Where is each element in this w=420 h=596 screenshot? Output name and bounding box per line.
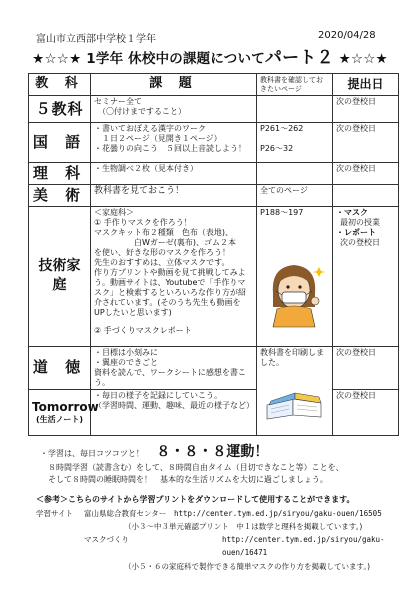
table-header-row xyxy=(29,74,399,96)
subject-label: 技術家庭 xyxy=(38,257,81,294)
header-subject: 教 科 xyxy=(29,74,91,96)
books-illustration xyxy=(263,385,325,419)
site-link[interactable]: http://center.tym.ed.jp/siryou/gaku-ouen/16505 xyxy=(174,509,382,518)
header-task: 課 題 xyxy=(91,74,257,96)
page-title xyxy=(0,43,420,68)
task-line: ・毎日の様子を記録にしていこう。 xyxy=(94,390,222,400)
deadline-cell: 次の登校日 xyxy=(333,389,399,435)
task-cell xyxy=(91,206,257,346)
task-line: UPしたいと思います) xyxy=(94,307,172,317)
site-link[interactable]: http://center.tym.ed.jp/siryou/gaku-ouen/16471 xyxy=(222,535,385,558)
deadline-item: ・マスク xyxy=(336,207,368,217)
deadline-cell xyxy=(333,184,399,206)
deadline-cell: 次の登校日 xyxy=(333,346,399,389)
task-line: う。動画サイトは、Youtubeで「手作りマ xyxy=(94,277,246,287)
deadline-cell: 次の登校日 xyxy=(333,163,399,185)
task-cell xyxy=(91,123,257,163)
task-line: 教科書を見ておこう！ xyxy=(94,185,185,196)
task-line: セミナー全て xyxy=(94,97,142,106)
title-stars-left: ★☆☆★ xyxy=(32,51,82,67)
task-line: ＜家庭科＞ xyxy=(94,207,134,217)
task-cell xyxy=(91,346,257,389)
task-line: ② 手づくりマスクレポート xyxy=(94,325,192,335)
site-row xyxy=(36,533,404,559)
subject-sub-label: (生活ノート) xyxy=(35,414,84,424)
task-line: （学習時間、運動、趣味、最近の様子など） xyxy=(94,400,254,410)
task-line: 作り方プリントや動画を見て挑戦してみよ xyxy=(94,267,246,277)
table-row xyxy=(29,346,399,389)
advice-line-2: ８時間学習（読書含む）をして、８時間自由タイム（目切できなこと等）ことを、 xyxy=(48,463,344,473)
site-name: 富山県総合教育センター xyxy=(84,509,167,518)
table-row xyxy=(29,206,399,346)
subject-cell: 国 語 xyxy=(29,123,91,163)
table-row xyxy=(29,389,399,435)
school-name: 富山市立西部中学校１学年 xyxy=(36,34,156,45)
document-date: 2020/04/28 xyxy=(318,30,376,41)
table-row xyxy=(29,163,399,185)
deadline-cell xyxy=(333,206,399,346)
subject-cell: 理 科 xyxy=(29,163,91,185)
advice-line-3: そして８時間の睡眠時間を！ 基本的な生活リズムを大切に過ごしましょう。 xyxy=(48,474,328,484)
title-stars-right: ★☆☆★ xyxy=(338,51,388,67)
task-line: ・花曇りの向こう ５回以上音読しよう！ xyxy=(94,144,246,153)
title-part: パート２ xyxy=(264,48,334,68)
task-cell xyxy=(91,184,257,206)
subject-cell: 道 徳 xyxy=(29,346,91,389)
study-advice xyxy=(40,442,410,485)
pages-cell: P261～262 P26～32 xyxy=(257,123,333,163)
task-line: ・書いておぼえる漢字のワーク xyxy=(94,124,206,133)
task-line: 先生のおすすめは、立体マスクです。 xyxy=(94,257,230,267)
deadline-item: 最初の授業 xyxy=(340,217,380,227)
task-line: を使い、好きな形のマスクを作ろう！ xyxy=(94,247,230,257)
task-line: 介されています。(そのうち先生も動画を xyxy=(94,297,241,307)
eight-eight-eight-slogan: ８・８・８運動！ xyxy=(156,444,269,460)
pages-cell: 全てのページ xyxy=(257,184,333,206)
site-description: （小５・６の家庭科で製作できる簡単マスクの作り方を掲載しています。) xyxy=(124,561,371,571)
pages-cell xyxy=(257,163,333,185)
header-deadline: 提出日 xyxy=(333,74,399,96)
task-line: １日２ページ（見開き１ページ） xyxy=(94,134,222,143)
task-line: ① 手作りマスクを作ろう！ xyxy=(94,217,192,227)
table-row xyxy=(29,96,399,123)
table-row xyxy=(29,123,399,163)
subject-label: Tomorrow xyxy=(32,400,99,415)
advice-line-1 xyxy=(40,442,410,462)
header-pages: 教科書を確認しておきたいページ xyxy=(257,74,333,96)
assignment-table xyxy=(28,73,399,436)
task-line: ・目標は小刻みに xyxy=(94,347,158,357)
girl-wearing-mask-illustration xyxy=(263,257,325,327)
task-line: スク」と検索するといろいろな作り方が紹 xyxy=(94,287,246,297)
reference-note: ＜参考＞こちらのサイトから学習プリントをダウンロードして使用することができます。 xyxy=(36,495,355,504)
task-cell xyxy=(91,96,257,123)
task-cell xyxy=(91,163,257,185)
deadline-cell: 次の登校日 xyxy=(333,123,399,163)
subject-cell xyxy=(29,206,91,346)
pages-cell xyxy=(257,206,333,346)
pages-text: 教科書を印刷しました。 xyxy=(260,347,324,367)
advice-text: ・学習は、毎日コツコツと！ xyxy=(40,449,144,458)
deadline-cell: 次の登校日 xyxy=(333,96,399,123)
subject-cell: 美 術 xyxy=(29,184,91,206)
deadline-item: ・レポート xyxy=(336,227,376,237)
task-line: ・翼座のできごと xyxy=(94,357,158,367)
deadline-item: 次の登校日 xyxy=(340,237,380,247)
reference-sites xyxy=(36,493,404,573)
pages-text: P188～197 xyxy=(260,207,304,217)
site-description: （小３～中３単元確認プリント 中１は数学と理科を掲載しています。) xyxy=(124,522,363,532)
task-line: 資料を読んで、ワークシートに感想を書こう。 xyxy=(94,367,246,387)
task-line: マスクキット布２種類 色布（表地)、 xyxy=(94,227,233,237)
task-cell xyxy=(91,389,257,435)
site-row xyxy=(36,507,404,520)
task-line: （〇付けまですること） xyxy=(94,107,186,116)
task-line: ・生物調べ２枚（見本付き） xyxy=(94,164,198,173)
task-line: 白Wガーゼ(裏布)、ゴム２本 xyxy=(94,237,236,247)
subject-cell xyxy=(29,389,99,435)
table-row xyxy=(29,184,399,206)
site-label: 学習サイト xyxy=(36,509,73,518)
title-main: 1学年 休校中の課題について xyxy=(86,51,265,67)
pages-cell xyxy=(257,346,333,435)
task-spacer xyxy=(94,318,253,326)
subject-cell: ５教科 xyxy=(29,96,91,123)
pages-cell xyxy=(257,96,333,123)
site-label: マスクづくり xyxy=(84,535,129,545)
